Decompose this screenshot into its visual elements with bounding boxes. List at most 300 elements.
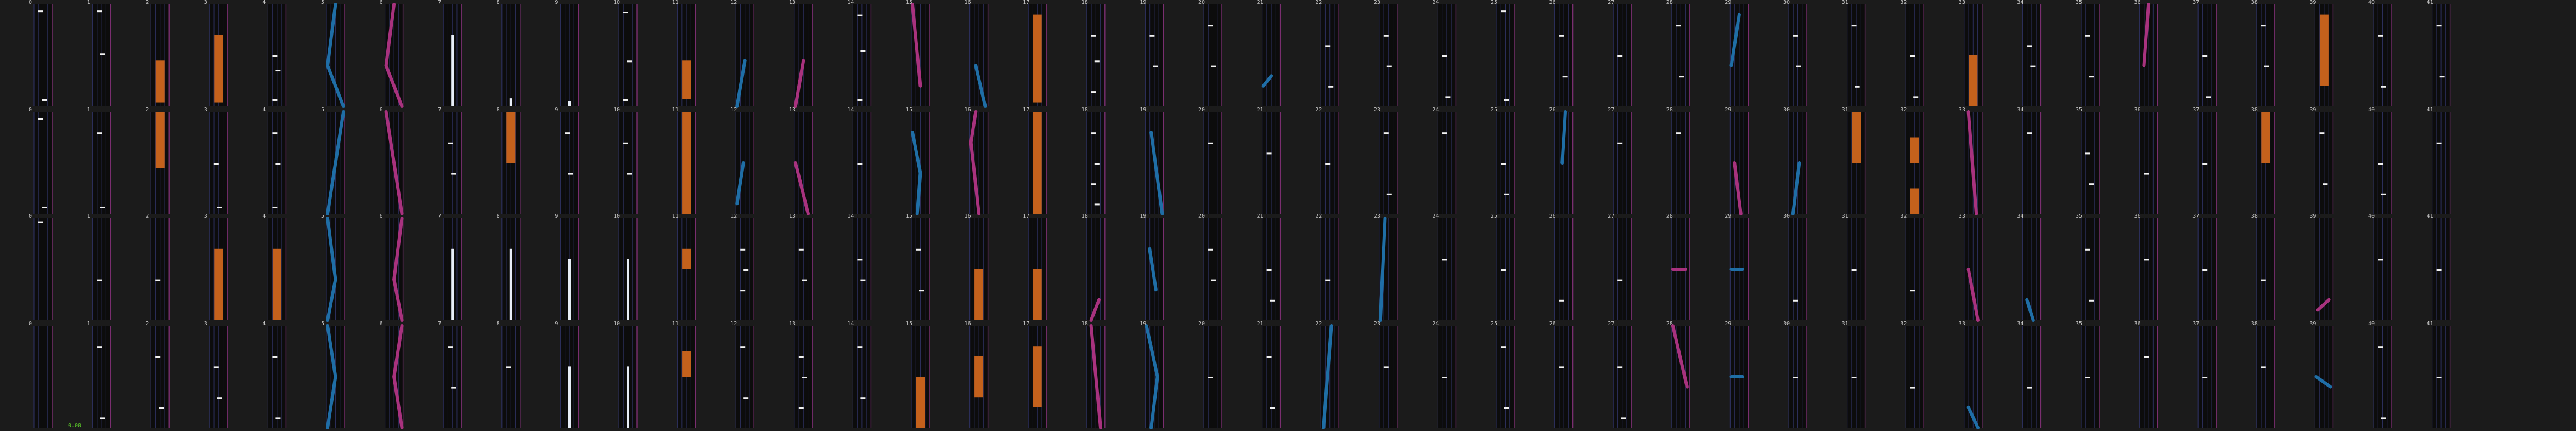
tick-mark [1325, 163, 1330, 165]
orange-bar [682, 351, 691, 377]
tick-mark [214, 163, 219, 165]
orange-bar [1033, 112, 1042, 214]
tick-mark [451, 173, 456, 175]
tick-mark [623, 99, 628, 101]
tick-mark [1501, 269, 1506, 271]
lane-0-25 [1496, 4, 1514, 106]
lane-0-3 [210, 4, 228, 106]
tick-mark [1442, 55, 1447, 57]
lane-label: 19 [1140, 107, 1147, 113]
white-bar [568, 366, 571, 428]
tick-mark [2437, 143, 2442, 144]
lane-label: 17 [1023, 0, 1030, 5]
lane-3-16 [970, 326, 988, 428]
tick-mark [1095, 203, 1100, 205]
tick-mark [919, 290, 924, 291]
tick-mark [217, 207, 222, 208]
lane-1-13 [794, 112, 813, 214]
tick-mark [1328, 86, 1333, 88]
status-readout: 0.00 [68, 423, 82, 429]
tick-mark [2089, 76, 2094, 77]
lane-3-37 [2198, 326, 2216, 428]
tick-mark [1504, 99, 1509, 101]
lane-3-5 [326, 326, 345, 428]
lane-1-4 [268, 112, 286, 214]
lane-3-21 [1262, 326, 1281, 428]
lane-1-1 [93, 112, 111, 214]
lane-label: 29 [1724, 213, 1732, 219]
lane-3-12 [736, 326, 754, 428]
lane-1-3 [210, 112, 228, 214]
tick-mark [860, 50, 865, 52]
tick-mark [2085, 249, 2090, 251]
lane-label: 13 [788, 107, 796, 113]
lane-label: 13 [788, 0, 796, 5]
lane-label: 18 [1081, 0, 1088, 5]
lane-2-13 [794, 218, 813, 320]
lane-0-34 [2022, 4, 2040, 106]
lane-2-41 [2432, 218, 2450, 320]
lane-0-18 [1087, 4, 1105, 106]
lane-label: 14 [847, 321, 854, 327]
lane-2-21 [1262, 218, 1281, 320]
orange-bar [2261, 112, 2270, 163]
lane-label: 22 [1315, 107, 1322, 113]
lane-1-31 [1847, 112, 1865, 214]
lane-label: 18 [1081, 321, 1088, 327]
tick-mark [1153, 66, 1158, 67]
lane-1-25 [1496, 112, 1514, 214]
tick-mark [740, 346, 745, 348]
lane-label: 14 [847, 0, 854, 5]
lane-2-39 [2315, 218, 2333, 320]
tick-mark [275, 163, 280, 165]
lane-2-1 [93, 218, 111, 320]
lane-0-4 [268, 4, 286, 106]
lane-1-28 [1672, 112, 1690, 214]
lane-0-9 [560, 4, 578, 106]
lane-1-9 [560, 112, 578, 214]
lane-3-23 [1379, 326, 1397, 428]
lane-3-14 [853, 326, 871, 428]
orange-bar [214, 35, 223, 103]
lane-2-12 [736, 218, 754, 320]
lane-3-17 [1028, 326, 1046, 428]
tick-mark [1617, 366, 1622, 368]
lane-label: 34 [2017, 0, 2024, 5]
lane-label: 12 [730, 107, 737, 113]
lane-label: 31 [1841, 213, 1848, 219]
lane-0-38 [2257, 4, 2275, 106]
lane-label: 16 [964, 321, 971, 327]
lane-label: 22 [1315, 321, 1322, 327]
lane-3-40 [2374, 326, 2392, 428]
tick-mark [743, 269, 748, 271]
tick-mark [2437, 25, 2442, 26]
lane-label: 41 [2426, 0, 2433, 5]
lane-label: 11 [672, 321, 679, 327]
lane-2-37 [2198, 218, 2216, 320]
lane-label: 30 [1783, 213, 1790, 219]
tick-mark [860, 397, 865, 399]
lane-label: 32 [1900, 107, 1907, 113]
tick-mark [799, 407, 804, 409]
lane-3-33 [1964, 326, 1982, 428]
lane-0-8 [502, 4, 520, 106]
lane-2-40 [2374, 218, 2392, 320]
lane-label: 26 [1549, 213, 1556, 219]
lane-label: 41 [2426, 213, 2433, 219]
tick-mark [1442, 132, 1447, 134]
lane-label: 15 [906, 213, 913, 219]
tick-mark [1855, 86, 1860, 88]
lane-label: 1 [87, 321, 91, 327]
lane-label: 36 [2134, 321, 2141, 327]
lane-label: 37 [2192, 213, 2200, 219]
tick-mark [1211, 280, 1216, 281]
lane-label: 32 [1900, 213, 1907, 219]
lane-label: 35 [2076, 0, 2083, 5]
lane-1-32 [1906, 112, 1924, 214]
lane-1-24 [1438, 112, 1456, 214]
orange-bar [682, 60, 691, 99]
lane-label: 32 [1900, 321, 1907, 327]
lane-1-41 [2432, 112, 2450, 214]
tick-mark [42, 99, 47, 101]
lane-label: 14 [847, 107, 854, 113]
lane-label: 17 [1023, 321, 1030, 327]
tick-mark [1617, 55, 1622, 57]
lane-2-17 [1028, 218, 1046, 320]
tick-mark [2202, 377, 2207, 378]
tick-mark [1617, 143, 1622, 144]
lane-label: 35 [2076, 213, 2083, 219]
lane-3-15 [911, 326, 929, 428]
tick-mark [799, 356, 804, 358]
lane-label: 26 [1549, 0, 1556, 5]
lane-label: 5 [321, 107, 325, 113]
lane-label: 29 [1724, 107, 1732, 113]
lane-label: 34 [2017, 107, 2024, 113]
tick-mark [1091, 132, 1096, 134]
tick-mark [1852, 269, 1857, 271]
orange-bar [974, 356, 983, 397]
tick-mark [1793, 300, 1798, 302]
lane-label: 11 [672, 213, 679, 219]
lane-2-18 [1087, 218, 1105, 320]
tick-mark [2202, 163, 2207, 165]
lane-2-7 [443, 218, 461, 320]
tick-mark [2261, 280, 2266, 281]
lane-3-1 [93, 326, 111, 428]
tick-mark [2144, 173, 2149, 175]
lane-label: 23 [1373, 0, 1380, 5]
lane-label: 20 [1198, 213, 1205, 219]
lane-label: 17 [1023, 213, 1030, 219]
lane-label: 6 [379, 0, 383, 5]
tick-mark [1270, 300, 1275, 302]
lane-label: 23 [1373, 321, 1380, 327]
lane-1-21 [1262, 112, 1281, 214]
lane-0-33 [1964, 4, 1982, 106]
lane-0-39 [2315, 4, 2333, 106]
tick-mark [1091, 35, 1096, 37]
tick-mark [159, 407, 164, 409]
lane-label: 9 [555, 213, 559, 219]
tick-mark [1387, 66, 1392, 67]
lane-1-2 [151, 112, 169, 214]
lane-0-26 [1555, 4, 1573, 106]
lane-label: 19 [1140, 0, 1147, 5]
tick-mark [2085, 35, 2090, 37]
lane-label: 9 [555, 321, 559, 327]
lane-label: 24 [1432, 107, 1439, 113]
lane-label: 7 [438, 0, 442, 5]
lane-0-15 [911, 4, 929, 106]
lane-1-36 [2140, 112, 2158, 214]
lane-label: 5 [321, 321, 325, 327]
lane-label: 18 [1081, 107, 1088, 113]
tick-mark [272, 132, 277, 134]
tick-mark [623, 12, 628, 13]
lane-label: 23 [1373, 213, 1380, 219]
lane-2-23 [1379, 218, 1397, 320]
tick-mark [1267, 269, 1272, 271]
tick-mark [38, 118, 43, 120]
white-bar [451, 249, 454, 320]
tick-mark [2027, 132, 2032, 134]
tick-mark [2206, 96, 2211, 98]
tick-mark [1445, 96, 1450, 98]
lane-2-30 [1789, 218, 1807, 320]
lane-label: 36 [2134, 0, 2141, 5]
lane-2-31 [1847, 218, 1865, 320]
lane-label: 13 [788, 213, 796, 219]
lane-3-39 [2315, 326, 2333, 428]
tick-mark [448, 143, 453, 144]
tick-mark [1617, 280, 1622, 281]
lane-3-11 [678, 326, 696, 428]
lane-1-30 [1789, 112, 1807, 214]
lane-label: 11 [672, 0, 679, 5]
lane-2-22 [1321, 218, 1339, 320]
tick-mark [1267, 152, 1272, 154]
lane-label: 39 [2309, 321, 2316, 327]
tick-mark [1796, 66, 1801, 67]
tick-mark [799, 249, 804, 251]
orange-bar [214, 249, 223, 320]
lane-label: 12 [730, 213, 737, 219]
lane-label: 25 [1491, 0, 1498, 5]
tick-mark [217, 397, 222, 399]
tick-mark [627, 173, 632, 175]
lane-label: 4 [262, 107, 266, 113]
lane-label: 12 [730, 0, 737, 5]
lane-label: 16 [964, 0, 971, 5]
tick-mark [1384, 366, 1389, 368]
lane-label: 28 [1666, 107, 1673, 113]
tick-mark [2085, 152, 2090, 154]
lane-2-33 [1964, 218, 1982, 320]
tick-mark [1563, 76, 1568, 77]
lane-label: 1 [87, 107, 91, 113]
tick-mark [2378, 259, 2383, 260]
lane-label: 3 [204, 107, 207, 113]
tick-mark [1793, 377, 1798, 378]
tick-mark [1387, 194, 1392, 195]
lane-0-23 [1379, 4, 1397, 106]
tick-mark [2381, 417, 2386, 419]
lane-label: 1 [87, 0, 91, 5]
tick-mark [1910, 55, 1915, 57]
lane-label: 17 [1023, 107, 1030, 113]
lane-label: 29 [1724, 0, 1732, 5]
lane-label: 40 [2368, 213, 2375, 219]
lane-label: 27 [1608, 107, 1615, 113]
lane-0-19 [1145, 4, 1163, 106]
white-bar [568, 259, 571, 320]
tick-mark [1913, 96, 1918, 98]
lane-2-19 [1145, 218, 1163, 320]
tick-mark [1559, 35, 1564, 37]
tick-mark [2378, 346, 2383, 348]
tick-mark [100, 53, 105, 55]
lane-label: 29 [1724, 321, 1732, 327]
tick-mark [802, 280, 807, 281]
lane-label: 19 [1140, 213, 1147, 219]
tick-mark [916, 249, 921, 251]
lane-0-27 [1613, 4, 1631, 106]
lane-2-8 [502, 218, 520, 320]
white-bar [568, 101, 571, 106]
tick-mark [506, 366, 511, 368]
tick-mark [857, 99, 862, 101]
lane-label: 33 [1958, 213, 1965, 219]
lane-label: 4 [262, 213, 266, 219]
lane-label: 36 [2134, 213, 2141, 219]
lane-label: 5 [321, 0, 325, 5]
tick-mark [272, 55, 277, 57]
lane-1-22 [1321, 112, 1339, 214]
tick-mark [2261, 25, 2266, 26]
tick-mark [38, 10, 43, 12]
lane-label: 21 [1256, 0, 1264, 5]
lane-label: 38 [2251, 107, 2258, 113]
white-bar [510, 249, 512, 320]
lane-label: 22 [1315, 213, 1322, 219]
lane-0-41 [2432, 4, 2450, 106]
lane-label: 11 [672, 107, 679, 113]
lane-3-10 [619, 326, 637, 428]
lane-label: 28 [1666, 213, 1673, 219]
tick-mark [1208, 143, 1213, 144]
lane-label: 26 [1549, 321, 1556, 327]
lane-label: 23 [1373, 107, 1380, 113]
lane-3-36 [2140, 326, 2158, 428]
tick-mark [1501, 10, 1506, 12]
lane-2-26 [1555, 218, 1573, 320]
lane-label: 34 [2017, 213, 2024, 219]
lane-label: 22 [1315, 0, 1322, 5]
tick-mark [2030, 66, 2035, 67]
tick-mark [743, 397, 748, 399]
lane-label: 21 [1256, 213, 1264, 219]
tick-mark [1501, 163, 1506, 165]
lane-0-29 [1730, 4, 1748, 106]
lane-label: 36 [2134, 107, 2141, 113]
lane-label: 33 [1958, 0, 1965, 5]
lane-0-35 [2081, 4, 2099, 106]
lane-label: 10 [613, 0, 621, 5]
lane-label: 35 [2076, 107, 2083, 113]
lane-label: 2 [145, 0, 149, 5]
tick-mark [2440, 76, 2445, 77]
lane-1-39 [2315, 112, 2333, 214]
lane-3-38 [2257, 326, 2275, 428]
lane-label: 15 [906, 107, 913, 113]
lane-2-6 [385, 218, 403, 320]
tick-mark [1325, 45, 1330, 47]
tick-mark [272, 99, 277, 101]
lane-label: 27 [1608, 213, 1615, 219]
orange-bar [156, 60, 165, 102]
orange-bar [1033, 15, 1042, 103]
lane-0-24 [1438, 4, 1456, 106]
lane-0-2 [151, 4, 169, 106]
lane-label: 10 [613, 107, 621, 113]
lane-label: 40 [2368, 0, 2375, 5]
lane-0-30 [1789, 4, 1807, 106]
lane-label: 33 [1958, 107, 1965, 113]
white-bar [627, 366, 629, 428]
lane-label: 39 [2309, 0, 2316, 5]
tick-mark [1793, 35, 1798, 37]
white-bar [627, 259, 629, 320]
lane-3-0 [34, 326, 52, 428]
tick-mark [2323, 183, 2327, 185]
tick-mark [2085, 377, 2090, 378]
lane-0-32 [1906, 4, 1924, 106]
lane-label: 31 [1841, 107, 1848, 113]
tick-mark [1621, 417, 1626, 419]
lane-label: 10 [613, 321, 621, 327]
tick-mark [155, 356, 160, 358]
lane-0-11 [678, 4, 696, 106]
tick-mark [2381, 194, 2386, 195]
lane-label: 0 [29, 0, 32, 5]
lane-2-0 [34, 218, 52, 320]
lane-label: 31 [1841, 321, 1848, 327]
tick-mark [1676, 132, 1681, 134]
orange-bar [974, 269, 983, 320]
tick-mark [2378, 163, 2383, 165]
lane-label: 4 [262, 0, 266, 5]
lane-1-20 [1204, 112, 1222, 214]
tick-mark [802, 377, 807, 378]
lane-1-33 [1964, 112, 1982, 214]
tick-mark [97, 132, 102, 134]
tick-mark [42, 207, 47, 208]
tick-mark [1442, 377, 1447, 378]
lane-3-3 [210, 326, 228, 428]
lane-label: 27 [1608, 321, 1615, 327]
lane-label: 37 [2192, 107, 2200, 113]
lane-3-4 [268, 326, 286, 428]
tick-mark [2202, 269, 2207, 271]
lane-label: 0 [29, 107, 32, 113]
lane-3-22 [1321, 326, 1339, 428]
tick-mark [2027, 45, 2032, 47]
